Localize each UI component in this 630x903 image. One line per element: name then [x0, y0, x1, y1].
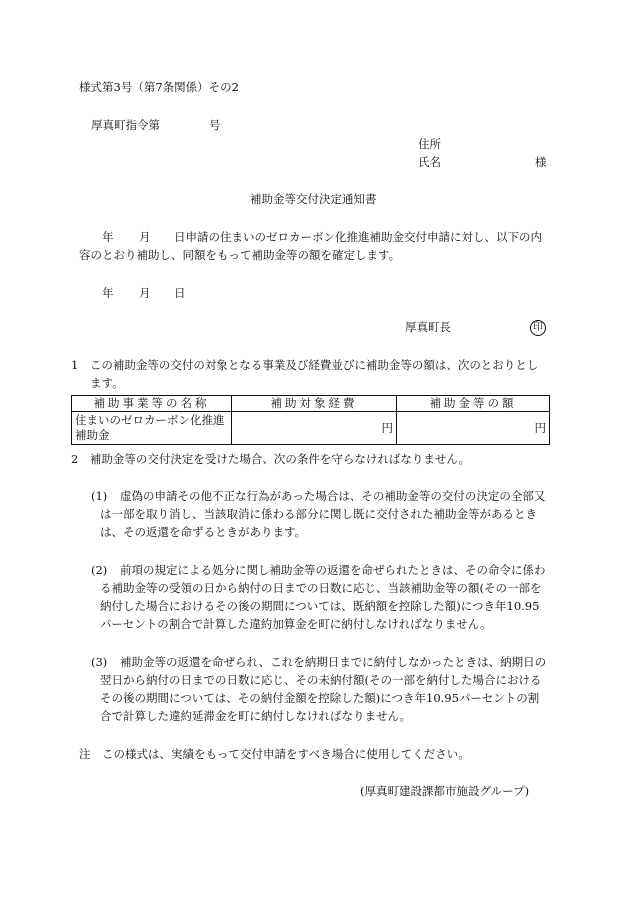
date-day: 日	[174, 286, 186, 300]
seal-mark: 印	[530, 320, 546, 336]
date-month: 月	[139, 286, 151, 300]
condition-3-line4: 合で計算した違約延滞金を町に納付しなければなりません。	[100, 709, 412, 723]
condition-1-line2: は一部を取り消し、当該取消に係わる部分に関し既に交付された補助金等があるとき	[100, 507, 537, 521]
project-name-line1: 住まいのゼロカーボン化推進	[75, 413, 225, 427]
doc-number-prefix: 厚真町指令第	[91, 118, 160, 132]
condition-2-number: (2)	[91, 563, 108, 577]
condition-1-line3: は、その返還を命ずるときがあります。	[100, 525, 307, 539]
table-row	[72, 412, 550, 445]
note: 注 この様式は、実績をもって交付申請をすべき場合に使用してください。	[79, 747, 470, 761]
header-eligible-cost: 補助対象経費	[232, 396, 397, 412]
form-id: 様式第3号（第7条関係）その2	[79, 80, 239, 94]
condition-3-number: (3)	[91, 655, 108, 669]
condition-2-line4: パーセントの割合で計算した違約加算金を町に納付しなければなりません。	[100, 617, 492, 631]
document-title: 補助金等交付決定通知書	[250, 192, 377, 206]
address-label: 住所	[418, 137, 441, 151]
subsidy-amount-cell: 円	[397, 412, 550, 445]
project-name-line2: 補助金	[75, 428, 110, 442]
condition-2-line1: 前項の規定による処分に関し補助金等の返還を命ぜられたときは、その命令に係わ	[120, 563, 546, 577]
table-header-row	[72, 396, 550, 412]
project-name-cell	[72, 412, 232, 445]
section1-line1: 1 この補助金等の交付の対象となる事業及び経費並びに補助金等の額は、次のとおりとし	[71, 358, 539, 372]
doc-number-suffix: 号	[209, 118, 221, 132]
condition-1-line1: 虚偽の申請その他不正な行為があった場合は、その補助金等の交付の決定の全部又	[120, 489, 546, 503]
intro-month: 月	[139, 230, 151, 244]
issuer-title: 厚真町長	[405, 320, 451, 334]
header-subsidy-amount: 補助金等の額	[397, 396, 550, 412]
condition-3-line2: 翌日から納付の日までの日数に応じ、その未納付額(その一部を納付した場合における	[100, 673, 542, 687]
intro-line1: 日申請の住まいのゼロカーボン化推進補助金交付申請に対し、以下の内	[174, 230, 542, 244]
condition-3-line1: 補助金等の返還を命ぜられ、これを納期日までに納付しなかったときは、納期日の	[120, 655, 547, 669]
department-footer: (厚真町建設課都市施設グループ)	[360, 784, 530, 798]
section2-heading: 2 補助金等の交付決定を受けた場合、次の条件を守らなければなりません。	[71, 452, 471, 466]
section1-line2: ます。	[90, 376, 124, 390]
date-year: 年	[102, 286, 114, 300]
header-project-name: 補助事業等の名称	[72, 396, 232, 412]
amount-table	[71, 395, 550, 445]
intro-line2: 容のとおり補助し、同額をもって補助金等の額を確定します。	[79, 248, 401, 262]
eligible-cost-cell: 円	[232, 412, 397, 445]
condition-1-number: (1)	[91, 489, 108, 503]
condition-3-line3: その後の期間については、その納付金額を控除した額)につき年10.95パーセントの割	[100, 691, 540, 705]
honorific: 様	[535, 155, 547, 169]
condition-2-line2: る補助金等の受領の日から納付の日までの日数に応じ、当該補助金等の額(その一部を	[100, 581, 542, 595]
intro-year: 年	[102, 230, 114, 244]
name-label: 氏名	[418, 155, 441, 169]
condition-2-line3: 納付した場合におけるその後の期間については、既納額を控除した額)につき年10.95	[100, 599, 540, 613]
